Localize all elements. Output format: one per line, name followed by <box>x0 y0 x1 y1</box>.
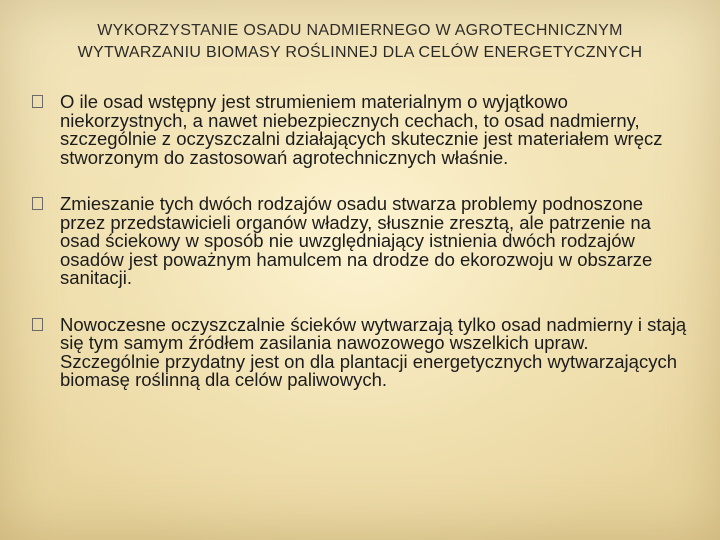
slide-title <box>40 20 680 64</box>
bullet-text-3: Nowoczesne oczyszczalnie ścieków wytwarzają tylko osad nadmierny i stają się tym samym źródłem zasilania nawozowego wszelkich upraw. Szczególnie przydatny jest on dla plantacji energetycznych wytwarzających biomasę roślinną dla celów paliwowych. <box>60 313 687 390</box>
title-line-1: WYKORZYSTANIE OSADU NADMIERNEGO W AGROTECHNICZNYM <box>97 22 623 39</box>
box-bullet-icon <box>32 318 43 331</box>
bullet-text-2: Zmieszanie tych dwóch rodzajów osadu stwarza problemy podnoszone przez przedstawicieli organów władzy, słusznie zresztą, ale patrzenie na osad ściekowy w sposób nie uwzględniający istnienia dwóch rodzajów osadów jest poważnym hamulcem na drodze do ekorozwoju w obszarze sanitacji. <box>60 193 653 288</box>
box-bullet-icon <box>32 197 43 210</box>
title-line-2: WYTWARZANIU BIOMASY ROŚLINNEJ DLA CELÓW ENERGETYCZNYCH <box>77 44 643 61</box>
box-bullet-icon <box>32 95 43 108</box>
bullet-text-1: O ile osad wstępny jest strumieniem materialnym o wyjątkowo niekorzystnych, a nawet niebezpiecznych cechach, to osad nadmierny, szczególnie z oczyszczalni działających skutecznie jest materiałem wręcz stworzonym do zastosowań agrotechnicznych właśnie. <box>60 91 663 168</box>
bullet-list <box>32 93 690 418</box>
bullet-item-2 <box>32 195 690 288</box>
bullet-item-3 <box>32 313 690 390</box>
bullet-item-1 <box>32 93 690 167</box>
